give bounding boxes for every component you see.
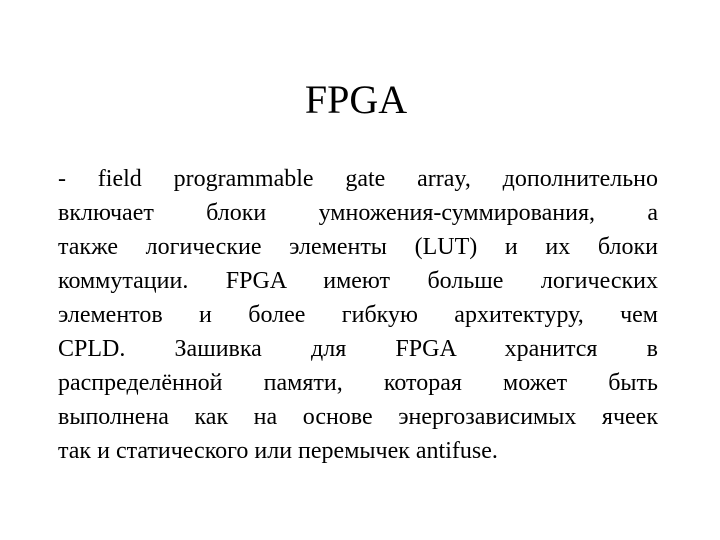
body-line: элементов и более гибкую архитектуру, чем (58, 302, 658, 328)
body-line: - field programmable gate array, дополнительно (58, 166, 658, 192)
slide-body (58, 162, 658, 468)
body-line: выполнена как на основе энергозависимых ячеек (58, 404, 658, 430)
slide-title: FPGA (304, 77, 408, 122)
body-line: коммутации. FPGA имеют больше логических (58, 268, 658, 294)
body-line: CPLD. Зашивка для FPGA хранится в (58, 336, 658, 362)
body-line: распределённой памяти, которая может быть (58, 370, 658, 396)
body-line: включает блоки умножения-суммирования, а (58, 200, 658, 226)
body-line: так и статического или перемычек antifuse. (58, 438, 498, 464)
body-line: также логические элементы (LUT) и их блоки (58, 234, 658, 260)
